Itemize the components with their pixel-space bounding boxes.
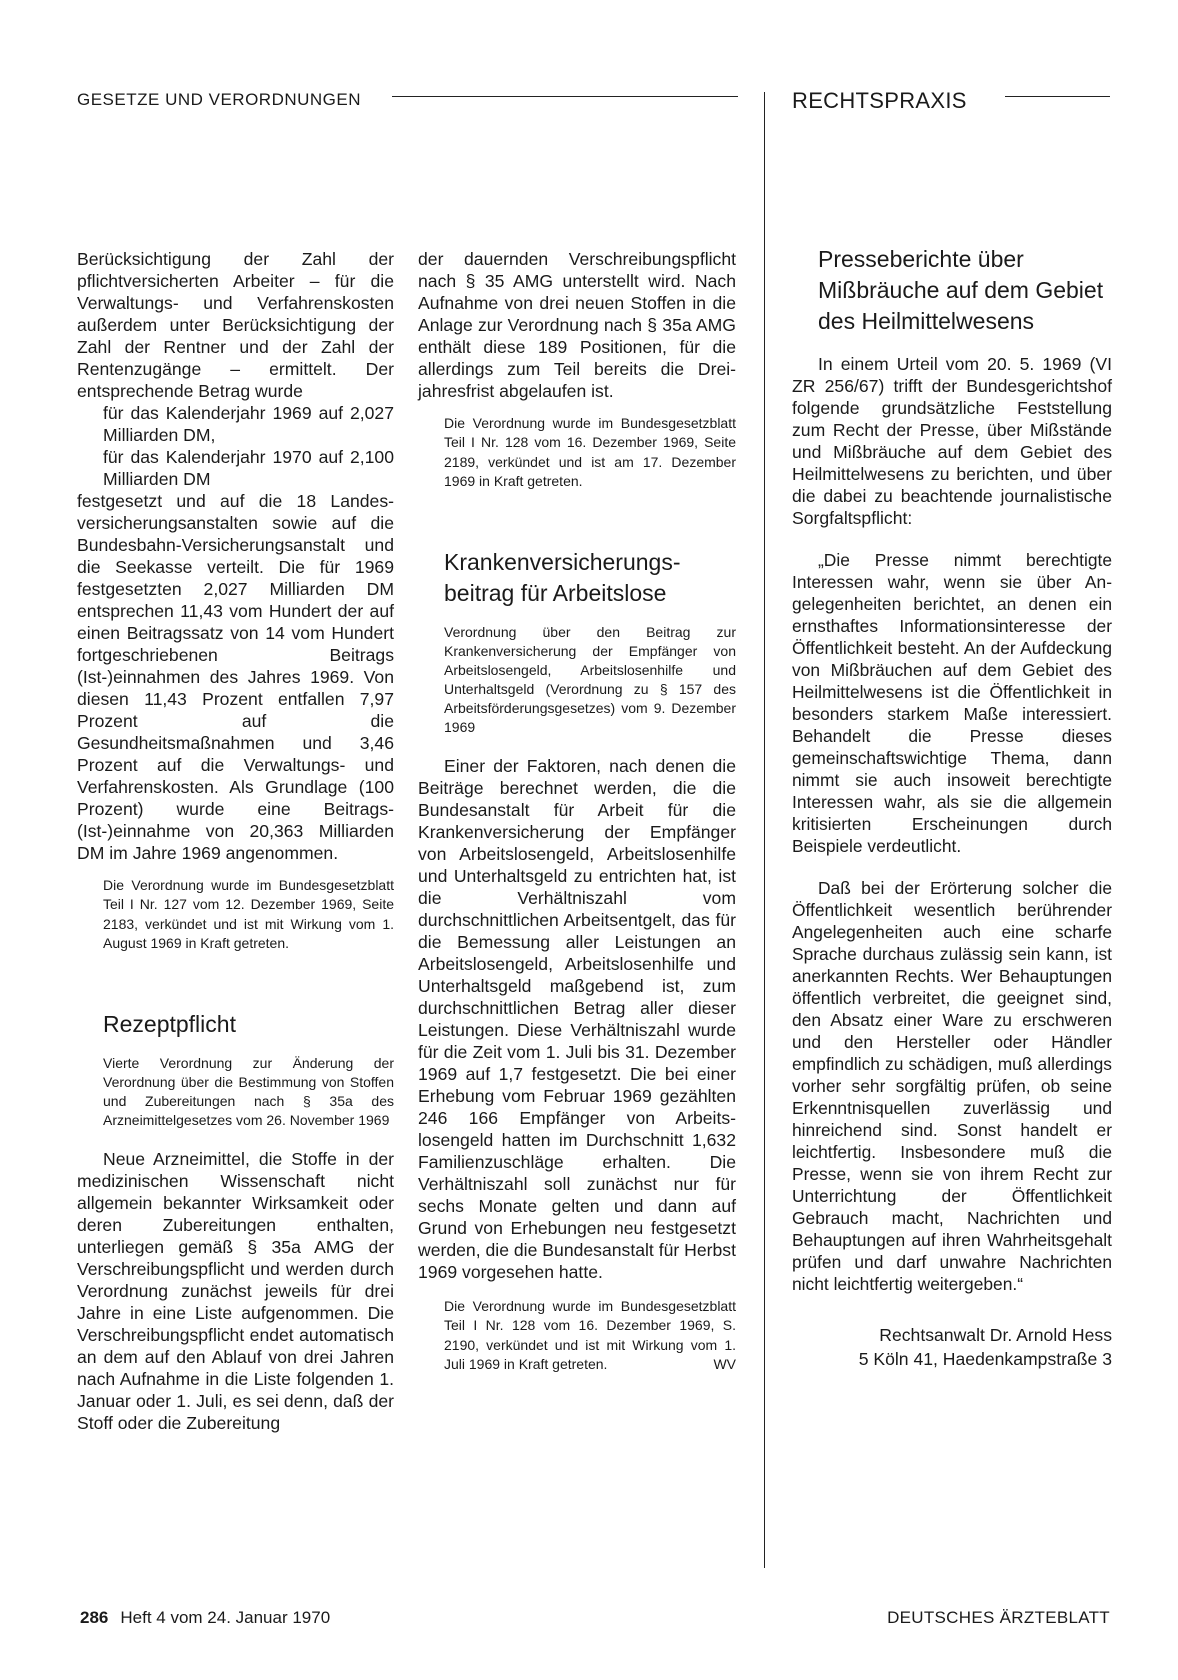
column-divider — [764, 92, 765, 1568]
col2-note-2-signature: WV — [713, 1356, 736, 1373]
header-rule-right — [1005, 96, 1110, 97]
signature-name: Rechtsanwalt Dr. Arnold Hess — [879, 1325, 1112, 1345]
col2-paragraph-1: der dauernden Verschreibungspflicht nach § 35 AMG unterstellt wird. Nach Aufnahme von drei neuen Stoffen in die Anlage zur Verordnung nach § 35a AMG enthält diese 189 Positionen, für die allerdings zum Teil bereits die Dreijahresfrist abgelaufen ist. — [418, 249, 736, 401]
col1-paragraph-4: festgesetzt und auf die 18 Landesversicherungsanstalten sowie auf die Bundesbahn-Versicherungsanstalt und die Seekasse verteilt. Die für 1969 festgesetzten 2,027 Milliarden DM entsprechen 11,43 vom Hundert der auf einen Beitragssatz von 14 vom Hundert fortgeschriebenen Beitrags (Ist-)einnahmen des Jahres 1969. Von diesen 11,43 Prozent entfallen 7,97 Prozent auf die Gesundheitsmaßnahmen und 3,46 Prozent auf die Verwaltungs- und Verfahrenskosten. Als Grundlage (100 Prozent) wurde eine Beitrags(Ist-)einnahme von 20,363 Milliarden DM im Jahre 1969 angenommen. — [77, 491, 394, 863]
col2-intro: Verordnung über den Beitrag zur Krankenversicherung der Empfänger von Arbeitslosengeld, Arbeitslosenhilfe und Unterhaltsgeld (Verordnung zu § 157 des Arbeitsförderungsgesetzes) vom 9. Dezember 1969 — [444, 624, 736, 736]
section-title-right: RECHTSPRAXIS — [792, 88, 967, 113]
col2-note-2-text: Die Verordnung wurde im Bundesgesetzblatt Teil I Nr. 128 vom 16. Dezember 1969, S. 2190, verkündet und ist mit Wirkung vom 1. Juli 1969 in Kraft getreten. — [444, 1298, 736, 1373]
col1-paragraph-2: für das Kalenderjahr 1969 auf 2,027 Milliarden DM, — [103, 403, 394, 445]
header-rule-left — [392, 96, 738, 97]
issue-info: Heft 4 vom 24. Januar 1970 — [120, 1608, 331, 1627]
col3-quote-2: Daß bei der Erörterung solcher die Öffentlichkeit wesentlich berührender Angelegenheiten auch eine scharfe Sprache durchaus zulässig sein kann, ist anerkannten Rechts. Wer Behauptungen öffentlich verbreitet, die geeignet sind, den Absatz einer Ware zu erschweren und den Hersteller oder Händler empfindlich zu schädigen, muß allerdings vorher sehr sorgfältig prüfen, ob seine Erkenntnisquellen zuverlässig und hinreichend sind. Sonst handelt er leichtfertig. Insbesondere muß die Presse, wenn sie von ihrem Recht zur Unterrichtung der Öffentlichkeit Gebrauch macht, Nachrichten und Behauptungen auf ihren Wahrheitsgehalt prüfen und darf unwahre Nachrichten nicht leichtfertig weitergeben.“ — [792, 878, 1112, 1294]
col3-quote-1: „Die Presse nimmt berechtigte Interessen wahr, wenn sie über Angelegenheiten berichtet, an denen ein ernsthaftes Informationsinteresse der Öffentlichkeit besteht. An der Aufdeckung von Mißbräuchen auf dem Gebiet des Heilmittelwesens ist die Öffentlichkeit in besonders starkem Maße interessiert. Behandelt die Presse dieses gemeinschaftswichtige Thema, dann nimmt sie auch insoweit berechtigte Interessen wahr, als sie die allgemein kritisierten Erscheinungen durch Beispiele verdeutlicht. — [792, 550, 1112, 856]
col2-paragraph-2: Einer der Faktoren, nach denen die Beiträge berechnet werden, die die Bundesanstalt für Arbeit für die Krankenversicherung der Empfänger von Arbeitslosengeld, Arbeitslosenhilfe und Unterhaltsgeld zu entrichten hat, ist die Verhältniszahl vom durchschnittlichen Arbeitsentgelt, das für die Bemessung aller Leistungen an Arbeitslosengeld, Arbeitslosenhilfe und Unterhaltsgeld maßgebend ist, zum durchschnittlichen Betrag aller dieser Leistungen. Diese Verhältniszahl wurde für die Zeit vom 1. Juli bis 31. Dezember 1969 auf 1,7 festgesetzt. Die bei einer Erhebung vom Februar 1969 gezählten 246 166 Empfänger von Arbeitslosengeld hatten im Durchschnitt 1,632 Familienzuschläge erhalten. Die Verhältniszahl soll zunächst nur für sechs Monate gelten und dann auf Grund von Erhebungen neu festgesetzt werden, die die Bundesanstalt für Herbst 1969 vorgesehen hatte. — [418, 756, 736, 1283]
publication-name: DEUTSCHES ÄRZTEBLATT — [887, 1608, 1110, 1627]
col1-note: Die Verordnung wurde im Bundesgesetzblatt Teil I Nr. 127 vom 12. Dezember 1969, Seite 2183, verkündet und ist mit Wirkung vom 1. August 1969 in Kraft getreten. — [103, 877, 394, 951]
col2-note-2 — [418, 1297, 736, 1374]
heading-krankenversicherungsbeitrag: Krankenversicherungsbeitrag für Arbeitslose — [444, 549, 681, 607]
col1-paragraph-1: Berücksichtigung der Zahl der pflichtversicherten Arbeiter – für die Verwaltungs- und Verfahrenskosten außerdem unter Berücksichtigung der Zahl der Rentner und der Zahl der Rentenzugänge – ermittelt. Der entsprechende Betrag wurde — [77, 249, 394, 401]
section-title-left: GESETZE UND VERORDNUNGEN — [77, 90, 362, 109]
page-number: 286 — [80, 1608, 109, 1627]
column-3 — [792, 244, 1112, 1371]
footer-left — [80, 1608, 330, 1628]
column-2 — [418, 248, 736, 1374]
col1-paragraph-5: Neue Arzneimittel, die Stoffe in der medizinischen Wissenschaft nicht allgemein bekannter Wirksamkeit oder deren Zubereitungen enthalten, unterliegen gemäß § 35a AMG der Verschreibungspflicht und werden durch Verordnung zunächst jeweils für drei Jahre in eine Liste aufgenommen. Die Verschreibungspflicht endet automatisch an dem auf den Ablauf von drei Jahren nach Aufnahme in die Liste folgenden 1. Januar oder 1. Juli, es sei denn, daß der Stoff oder die Zubereitung — [77, 1149, 394, 1434]
signature-address: 5 Köln 41, Haedenkampstraße 3 — [858, 1349, 1112, 1369]
col3-paragraph-1: In einem Urteil vom 20. 5. 1969 (VI ZR 256/67) trifft der Bundesgerichtshof folgende grundsätzliche Feststellung zum Recht der Presse, über Mißstände und Mißbräuche auf dem Gebiet des Heilmittelwesens zu berichten, und über die dabei zu beachtende journalistische Sorgfaltspflicht: — [792, 354, 1112, 528]
heading-rezeptpflicht: Rezeptpflicht — [103, 1011, 236, 1038]
col1-paragraph-3: für das Kalenderjahr 1970 auf 2,100 Milliarden DM — [103, 447, 394, 489]
col2-note-1: Die Verordnung wurde im Bundesgesetzblatt Teil I Nr. 128 vom 16. Dezember 1969, Seite 2189, verkündet und ist am 17. Dezember 1969 in Kraft getreten. — [444, 415, 736, 489]
column-1 — [77, 248, 394, 1434]
heading-presseberichte: Presseberichte über Mißbräuche auf dem Gebiet des Heilmittelwesens — [818, 246, 1104, 334]
col1-intro: Vierte Verordnung zur Änderung der Verordnung über die Bestimmung von Stoffen und Zubereitungen nach § 35a des Arzneimittelgesetzes vom 26. November 1969 — [103, 1055, 394, 1129]
